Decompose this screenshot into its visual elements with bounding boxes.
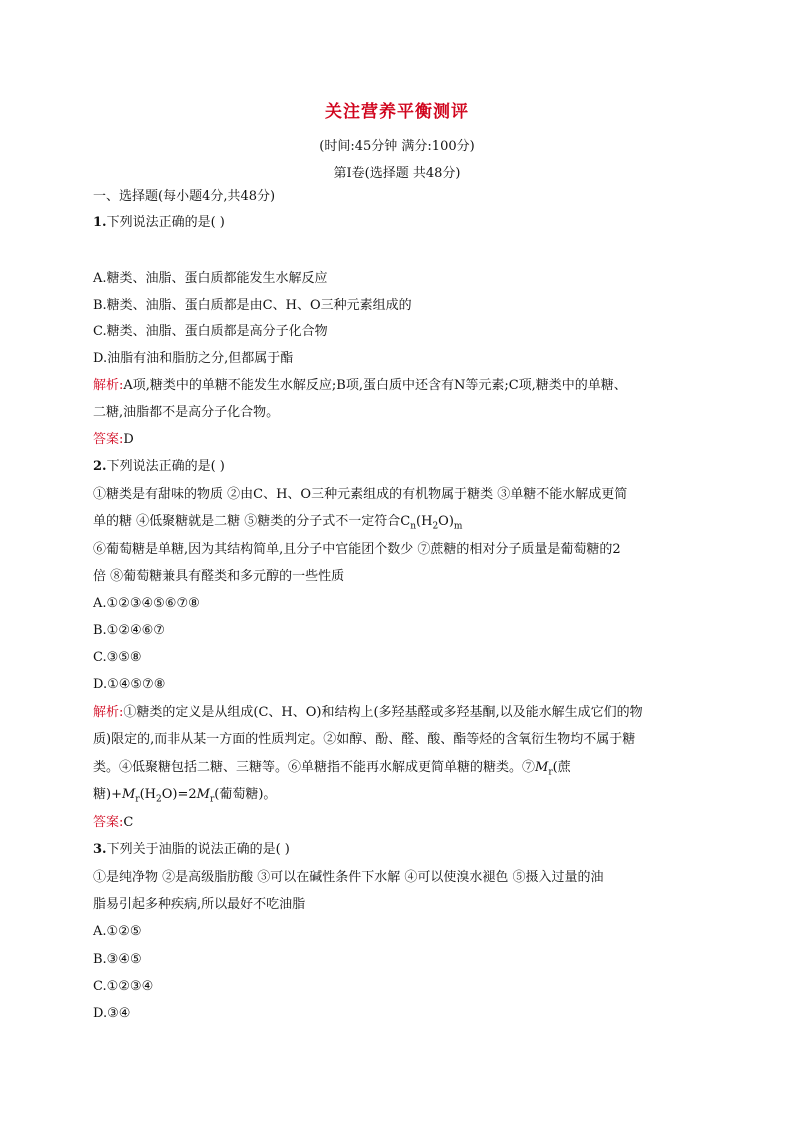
- q2-statement-line-3: ⑥葡萄糖是单糖,因为其结构简单,且分子中官能团个数少 ⑦蔗糖的相对分子质量是葡萄糖的2: [93, 542, 621, 557]
- q3-option-a: A.①②⑤: [93, 924, 142, 939]
- analysis-text: 糖)+: [93, 787, 122, 802]
- mr-symbol: M: [535, 760, 549, 775]
- q2-option-b: B.①②④⑥⑦: [93, 623, 165, 638]
- part-heading: 一、选择题(每小题4分,共48分): [93, 189, 276, 204]
- question-text: 下列说法正确的是( ): [106, 215, 225, 230]
- formula-part: O): [438, 514, 454, 529]
- analysis-label: 解析:: [93, 705, 124, 720]
- subscript-2: 2: [432, 521, 439, 532]
- question-text: 下列说法正确的是( ): [106, 459, 225, 474]
- q2-option-a: A.①②③④⑤⑥⑦⑧: [93, 596, 200, 611]
- question-number: 2.: [93, 459, 107, 474]
- statement-text: 单的糖 ④低聚糖就是二糖 ⑤糖类的分子式不一定符合C: [93, 514, 411, 529]
- answer-label: 答案:: [93, 432, 124, 447]
- question-1-stem: [93, 215, 225, 231]
- q2-statement-line-1: ①糖类是有甜味的物质 ②由C、H、O三种元素组成的有机物属于糖类 ③单糖不能水解成更简: [93, 487, 628, 502]
- q2-statement-line-4: 倍 ⑧葡萄糖兼具有醛类和多元醇的一些性质: [93, 569, 345, 584]
- analysis-text: 类。④低聚糖包括二糖、三糖等。⑥单糖指不能再水解成更简单糖的糖类。⑦: [93, 760, 536, 775]
- section-title: 第Ⅰ卷(选择题 共48分): [333, 166, 461, 181]
- formula-part: O)=2: [161, 787, 197, 802]
- q2-analysis-line-1: [93, 705, 643, 721]
- analysis-text: (葡萄糖)。: [214, 787, 277, 802]
- page-title: 关注营养平衡测评: [325, 102, 469, 122]
- mr-symbol: M: [196, 787, 210, 802]
- analysis-text: ①糖类的定义是从组成(C、H、O)和结构上(多羟基醛或多羟基酮,以及能水解生成它们的物: [123, 705, 643, 720]
- q1-answer: [93, 432, 134, 448]
- analysis-text: A项,糖类中的单糖不能发生水解反应;B项,蛋白质中还含有N等元素;C项,糖类中的单糖、: [123, 378, 627, 393]
- q2-analysis-line-2: 质)限定的,而非从某一方面的性质判定。②如醇、酚、醛、酸、酯等烃的含氧衍生物均不属于糖: [93, 732, 636, 747]
- q1-option-a: A.糖类、油脂、蛋白质都能发生水解反应: [93, 271, 328, 286]
- exam-subtitle: (时间:45分钟 满分:100分): [319, 139, 475, 154]
- q2-statement-line-2: [93, 514, 462, 535]
- q2-analysis-line-3: [93, 760, 571, 781]
- q1-option-c: C.糖类、油脂、蛋白质都是高分子化合物: [93, 324, 328, 339]
- subscript-2: 2: [156, 794, 162, 805]
- subscript-r: r: [135, 794, 140, 805]
- q1-analysis-line-1: [93, 378, 627, 394]
- formula-part: (H: [416, 514, 433, 529]
- question-3-stem: [93, 842, 290, 858]
- q2-answer: [93, 815, 133, 831]
- q2-option-c: C.③⑤⑧: [93, 650, 142, 665]
- subscript-r: r: [209, 794, 215, 805]
- answer-value: C: [123, 815, 134, 830]
- question-2-stem: [93, 459, 225, 475]
- subscript-r: r: [548, 767, 553, 778]
- q3-statement-line-2: 脂易引起多种疾病,所以最好不吃油脂: [93, 897, 306, 912]
- q2-option-d: D.①④⑤⑦⑧: [93, 677, 166, 692]
- subscript-n: n: [410, 521, 417, 532]
- subscript-m: m: [453, 521, 463, 532]
- q2-analysis-line-4: [93, 787, 276, 808]
- q3-option-c: C.①②③④: [93, 979, 154, 994]
- answer-label: 答案:: [93, 815, 124, 830]
- question-number: 1.: [93, 215, 107, 230]
- answer-value: D: [123, 432, 134, 447]
- q1-option-d: D.油脂有油和脂肪之分,但都属于酯: [93, 351, 294, 366]
- q3-option-b: B.③④⑤: [93, 952, 142, 967]
- question-text: 下列关于油脂的说法正确的是( ): [106, 842, 290, 857]
- analysis-label: 解析:: [93, 378, 124, 393]
- q1-analysis-line-2: 二糖,油脂都不是高分子化合物。: [93, 405, 280, 420]
- q3-statement-line-1: ①是纯净物 ②是高级脂肪酸 ③可以在碱性条件下水解 ④可以使溴水褪色 ⑤摄入过量的油: [93, 870, 604, 885]
- q1-option-b: B.糖类、油脂、蛋白质都是由C、H、O三种元素组成的: [93, 298, 412, 313]
- mr-symbol: M: [121, 787, 136, 802]
- formula-part: (H: [139, 787, 157, 802]
- question-number: 3.: [93, 842, 107, 857]
- analysis-text: (蔗: [552, 760, 571, 775]
- q3-option-d: D.③④: [93, 1006, 131, 1021]
